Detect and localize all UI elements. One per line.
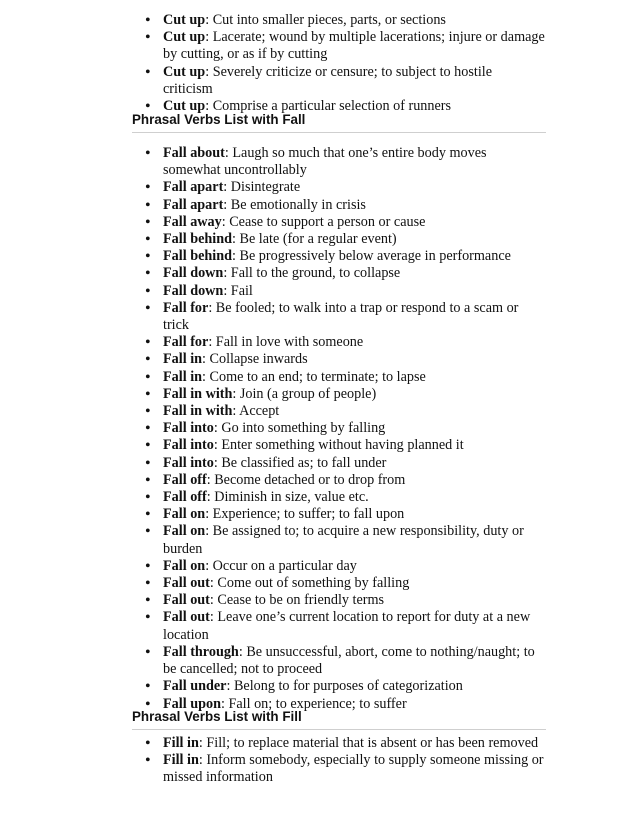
list-item <box>145 609 545 643</box>
verb-definition: : Become detached or to drop from <box>206 471 406 488</box>
phrasal-verb: Fall in with <box>163 385 233 402</box>
list-item <box>145 523 545 557</box>
phrasal-verb: Fall on <box>163 557 206 574</box>
list-item <box>145 735 545 752</box>
list-item <box>145 64 545 98</box>
verb-definition: : Be classified as; to fall under <box>213 454 387 471</box>
verb-definition: : Come out of something by falling <box>209 575 410 592</box>
verb-definition: : Cut into smaller pieces, parts, or sections <box>205 12 446 28</box>
phrasal-verb: Cut up <box>163 98 206 115</box>
list-item <box>145 265 545 282</box>
list-item <box>145 351 545 368</box>
phrasal-verb: Fall apart <box>163 196 224 213</box>
phrasal-verb: Fall for <box>163 334 209 351</box>
verb-definition: : Be progressively below average in performance <box>232 248 511 265</box>
phrasal-verb: Fill in <box>163 735 199 751</box>
list-item <box>145 437 545 454</box>
phrasal-verb: Fall in <box>163 351 203 368</box>
verb-definition: : Be unsuccessful, abort, come to nothing/naught; to be cancelled; not to proceed <box>163 643 535 678</box>
list-item <box>145 197 545 214</box>
phrasal-verb: Fall away <box>163 213 222 230</box>
list-item <box>145 334 545 351</box>
verb-definition: : Be emotionally in crisis <box>223 196 366 213</box>
phrasal-verb: Fall out <box>163 575 210 592</box>
phrasal-verb: Fall apart <box>163 179 224 196</box>
verb-definition: : Be late (for a regular event) <box>232 231 397 248</box>
verb-definition: : Diminish in size, value etc. <box>206 489 369 506</box>
phrasal-verb: Fall into <box>163 454 214 471</box>
phrasal-verb: Cut up <box>163 63 206 80</box>
section-heading-fall: Phrasal Verbs List with Fall <box>132 112 546 133</box>
list-item <box>145 29 545 63</box>
phrasal-verb: Fall under <box>163 678 227 695</box>
verb-definition: : Occur on a particular day <box>205 557 357 574</box>
phrasal-verb: Fall behind <box>163 248 232 265</box>
verb-definition: : Disintegrate <box>223 179 301 196</box>
verb-definition: : Comprise a particular selection of runners <box>205 98 452 115</box>
list-item <box>145 489 545 506</box>
list-item <box>145 231 545 248</box>
verb-definition: : Fill; to replace material that is absent or has been removed <box>198 735 539 751</box>
list-item <box>145 403 545 420</box>
list-item <box>145 506 545 523</box>
cut-up-list <box>145 12 545 115</box>
list-item <box>145 283 545 300</box>
verb-definition: : Fall in love with someone <box>208 334 364 351</box>
list-item <box>145 472 545 489</box>
verb-definition: : Leave one’s current location to report for duty at a new location <box>163 609 531 643</box>
phrasal-verb: Fall behind <box>163 231 232 248</box>
verb-definition: : Experience; to suffer; to fall upon <box>205 506 405 523</box>
phrasal-verb: Fall for <box>163 299 209 316</box>
phrasal-verb: Fall off <box>163 489 207 506</box>
phrasal-verb: Fall into <box>163 437 214 454</box>
list-item <box>145 592 545 609</box>
section-heading-fill: Phrasal Verbs List with Fill <box>132 709 546 730</box>
verb-definition: : Enter something without having planned it <box>213 437 464 454</box>
list-item <box>145 300 545 334</box>
list-item <box>145 12 545 29</box>
phrasal-verb: Fall upon <box>163 695 221 712</box>
verb-definition: : Fall to the ground, to collapse <box>223 265 401 282</box>
fill-list <box>145 735 545 787</box>
phrasal-verb: Fall down <box>163 265 224 282</box>
verb-definition: : Come to an end; to terminate; to lapse <box>202 368 426 385</box>
list-item <box>145 179 545 196</box>
phrasal-verb: Fall on <box>163 506 206 523</box>
list-item <box>145 678 545 695</box>
verb-definition: : Laugh so much that one’s entire body moves somewhat uncontrollably <box>163 145 487 179</box>
phrasal-verb: Fall about <box>163 145 225 161</box>
verb-definition: : Cease to support a person or cause <box>221 213 426 230</box>
verb-definition: : Fall on; to experience; to suffer <box>220 695 407 712</box>
list-item <box>145 386 545 403</box>
list-item <box>145 369 545 386</box>
phrasal-verb: Fall off <box>163 471 207 488</box>
verb-definition: : Fail <box>223 282 253 299</box>
phrasal-verb: Fall in with <box>163 403 233 420</box>
verb-definition: : Lacerate; wound by multiple lacerations; injure or damage by cutting, or as if by cutting <box>163 29 545 63</box>
list-item <box>145 558 545 575</box>
phrasal-verb: Fall out <box>163 592 210 609</box>
verb-definition: : Severely criticize or censure; to subject to hostile criticism <box>163 63 493 97</box>
phrasal-verb: Fill in <box>163 752 199 769</box>
phrasal-verb: Fall out <box>163 609 210 626</box>
phrasal-verb: Cut up <box>163 29 206 46</box>
verb-definition: : Go into something by falling <box>213 420 386 437</box>
verb-definition: : Be assigned to; to acquire a new responsibility, duty or burden <box>163 523 524 557</box>
phrasal-verb: Fall on <box>163 523 206 540</box>
fall-list <box>145 145 545 713</box>
verb-definition: : Collapse inwards <box>202 351 308 368</box>
verb-definition: : Join (a group of people) <box>232 385 377 402</box>
phrasal-verb: Fall in <box>163 368 203 385</box>
verb-definition: : Cease to be on friendly terms <box>209 592 385 609</box>
verb-definition: : Belong to for purposes of categorization <box>226 678 463 695</box>
list-item <box>145 248 545 265</box>
list-item <box>145 752 545 786</box>
verb-definition: : Accept <box>232 403 280 420</box>
list-item <box>145 145 545 179</box>
list-item <box>145 420 545 437</box>
phrasal-verb: Fall into <box>163 420 214 437</box>
list-item <box>145 455 545 472</box>
list-item <box>145 214 545 231</box>
phrasal-verb: Cut up <box>163 12 206 28</box>
list-item <box>145 644 545 678</box>
verb-definition: : Be fooled; to walk into a trap or respond to a scam or trick <box>163 299 519 334</box>
phrasal-verb: Fall down <box>163 282 224 299</box>
phrasal-verb: Fall through <box>163 643 239 660</box>
list-item <box>145 575 545 592</box>
verb-definition: : Inform somebody, especially to supply someone missing or missed information <box>163 752 544 786</box>
